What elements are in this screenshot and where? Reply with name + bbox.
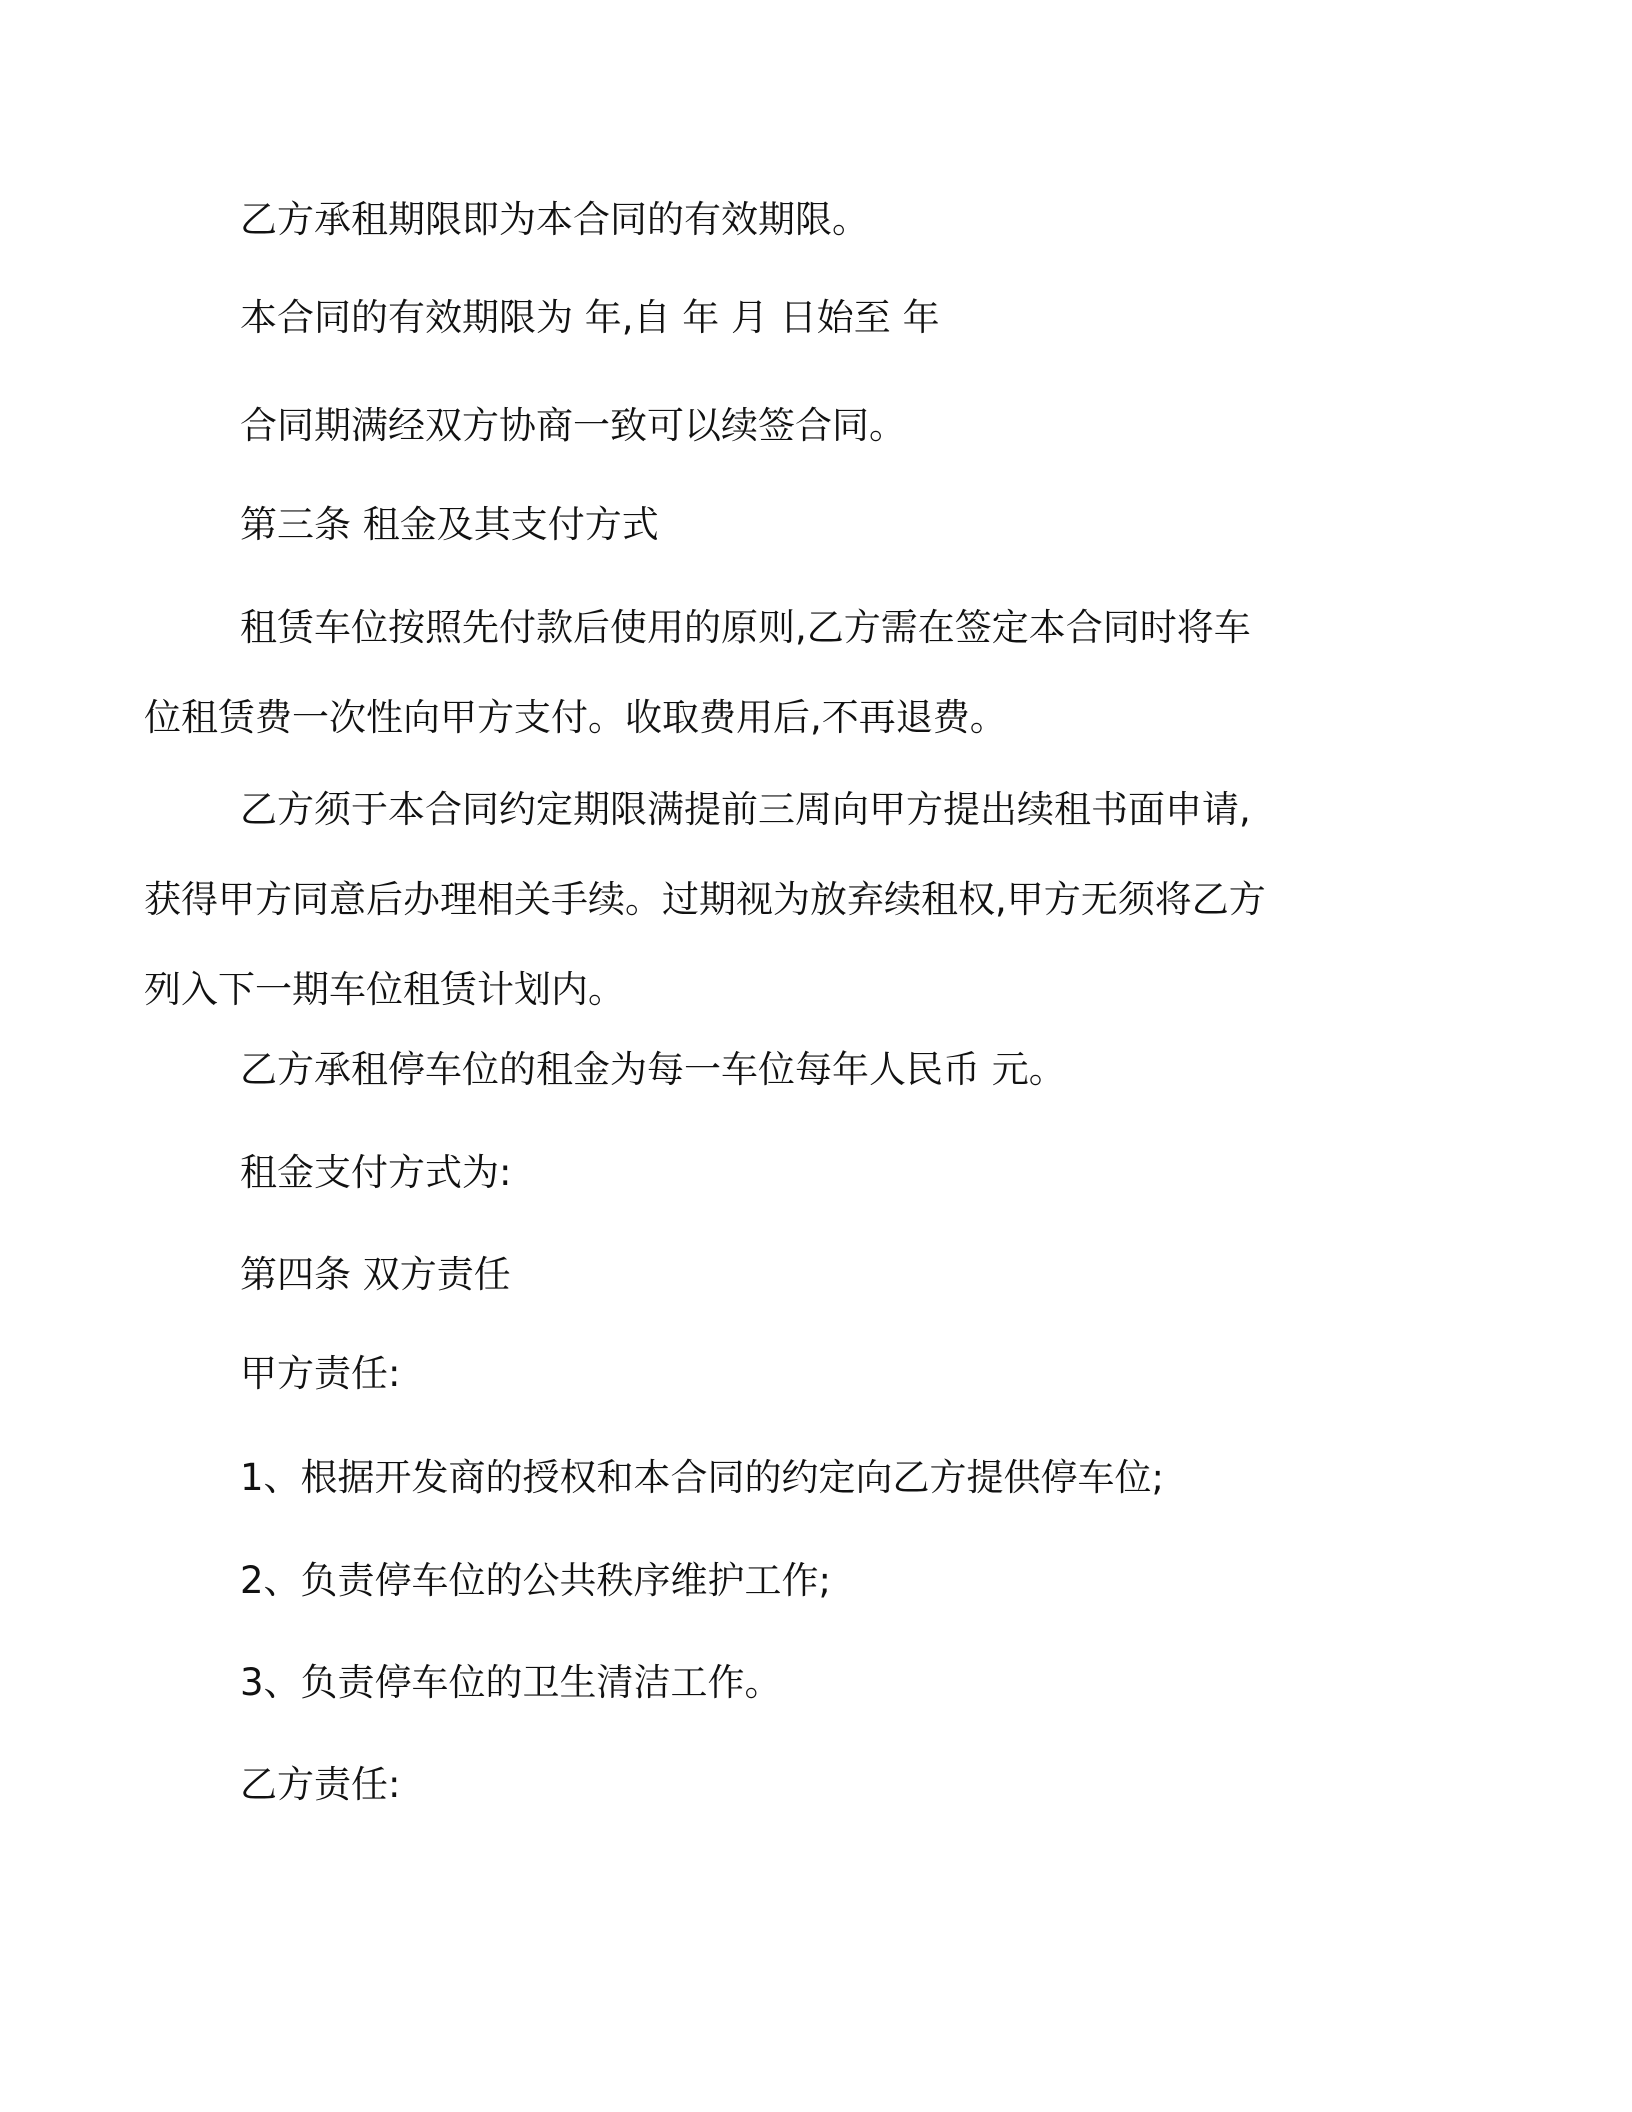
heading-party-b-responsibilities	[240, 1740, 1390, 1830]
paragraph-prepayment	[144, 583, 1390, 763]
text-line: 乙方责任:	[240, 1763, 401, 1806]
text-line: 2、负责停车位的公共秩序维护工作;	[240, 1559, 832, 1602]
text-line: 租金支付方式为:	[240, 1151, 512, 1194]
heading-party-a-responsibilities	[240, 1329, 1390, 1419]
text-line: 列入下一期车位租赁计划内。	[144, 968, 625, 1011]
text-line: 乙方承租停车位的租金为每一车位每年人民币 元。	[240, 1048, 1066, 1091]
text-line: 乙方须于本合同约定期限满提前三周向甲方提出续租书面申请,	[240, 788, 1251, 831]
text-line: 第三条 租金及其支付方式	[240, 503, 659, 546]
paragraph-rent-amount	[240, 1025, 1390, 1115]
text-line: 甲方责任:	[240, 1352, 401, 1395]
text-line: 1、根据开发商的授权和本合同的约定向乙方提供停车位;	[240, 1456, 1165, 1499]
text-line: 本合同的有效期限为 年,自 年 月 日始至 年	[240, 296, 940, 339]
heading-article-4	[240, 1230, 1390, 1320]
paragraph-payment-method	[240, 1128, 1390, 1218]
list-item-party-a-1	[240, 1433, 1390, 1523]
paragraph-validity-period	[240, 273, 1390, 363]
text-line: 3、负责停车位的卫生清洁工作。	[240, 1661, 782, 1704]
list-item-party-a-2	[240, 1536, 1390, 1626]
text-line: 租赁车位按照先付款后使用的原则,乙方需在签定本合同时将车	[240, 606, 1251, 649]
text-line: 第四条 双方责任	[240, 1253, 511, 1296]
text-line: 位租赁费一次性向甲方支付。收取费用后,不再退费。	[144, 696, 1007, 739]
list-item-party-a-3	[240, 1638, 1390, 1728]
text-line: 获得甲方同意后办理相关手续。过期视为放弃续租权,甲方无须将乙方	[144, 878, 1266, 921]
paragraph-lease-term	[240, 175, 1390, 265]
heading-article-3	[240, 480, 1390, 570]
text-line: 乙方承租期限即为本合同的有效期限。	[240, 198, 869, 241]
paragraph-renewal	[240, 381, 1390, 471]
paragraph-renewal-application	[144, 765, 1390, 1035]
text-line: 合同期满经双方协商一致可以续签合同。	[240, 404, 906, 447]
